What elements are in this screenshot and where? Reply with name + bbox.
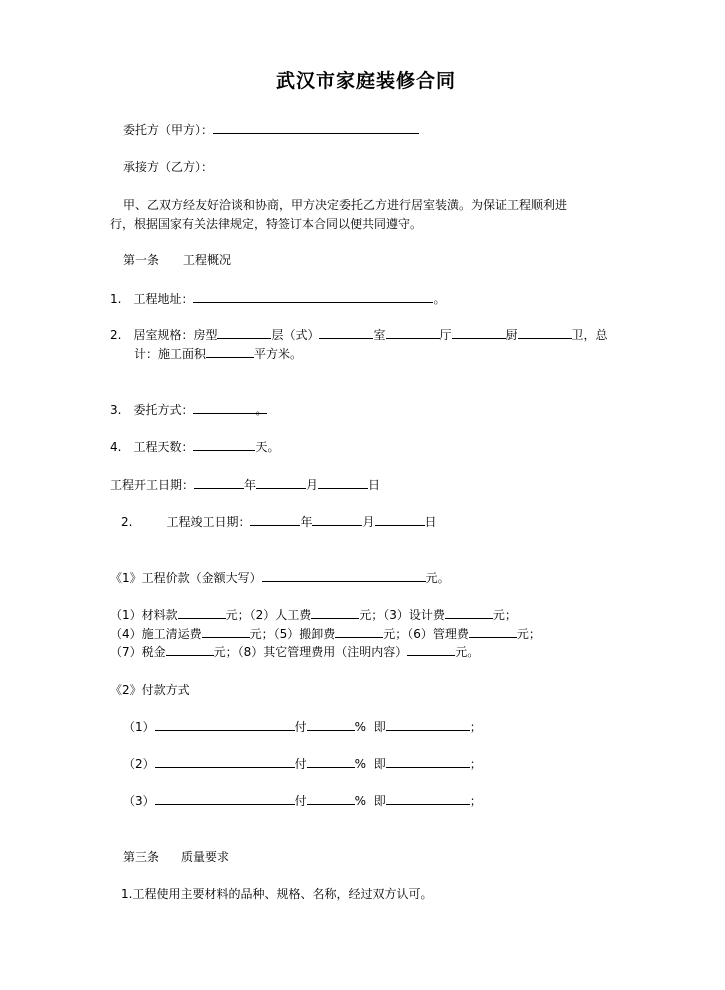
- start-date-line: [110, 476, 380, 493]
- fee-materials-label: （1）材料款: [110, 608, 178, 622]
- price-line: [110, 569, 450, 586]
- payment-row-end: ；: [469, 794, 482, 808]
- payment-row-3: [123, 792, 482, 809]
- fee-management-label: 元；（6）管理费: [383, 627, 469, 641]
- quality-item-1: 1.工程使用主要材料的品种、规格、名称，经过双方认可。: [121, 887, 433, 901]
- payment-row-number: （3）: [123, 794, 155, 808]
- start-day-unit: 日: [368, 478, 381, 492]
- start-month-unit: 月: [306, 478, 319, 492]
- finish-year-unit: 年: [300, 515, 313, 529]
- payment-percent-sign: %: [354, 720, 367, 734]
- finish-month-unit: 月: [362, 515, 375, 529]
- client-line: [123, 121, 419, 138]
- spec-area-blank[interactable]: [206, 345, 254, 358]
- address-line: [110, 290, 445, 307]
- finish-year-blank[interactable]: [250, 513, 300, 526]
- payment-pay-label: 付: [294, 757, 307, 771]
- spec-blank-2[interactable]: [319, 326, 373, 339]
- article-1-heading: [123, 251, 231, 268]
- fee-other-label: 元；（8）其它管理费用（注明内容）: [213, 645, 408, 659]
- article-3-title: 质量要求: [181, 850, 230, 864]
- client-label: 委托方（甲方）：: [123, 123, 214, 137]
- spec-unit-3: 厅: [439, 328, 452, 342]
- method-blank[interactable]: [193, 401, 255, 414]
- article-1-number: 第一条: [123, 253, 160, 267]
- days-end: 天。: [255, 440, 280, 454]
- finish-date-label: 工程竣工日期：: [166, 515, 251, 529]
- intro-line-1: 甲、乙双方经友好洽谈和协商，甲方决定委托乙方进行居室装潢。为保证工程顺利进: [123, 198, 568, 212]
- payment-amount-blank[interactable]: [386, 718, 470, 731]
- days-number: 4.: [110, 440, 122, 454]
- payment-pay-label: 付: [294, 794, 307, 808]
- payment-row-end: ；: [469, 757, 482, 771]
- spec-number: 2.: [110, 328, 122, 342]
- payment-row-number: （2）: [123, 757, 155, 771]
- article-3-number: 第三条: [123, 850, 160, 864]
- start-month-blank[interactable]: [256, 476, 306, 489]
- spec-unit-5: 卫，总: [571, 328, 608, 342]
- spec-blank-3[interactable]: [386, 326, 440, 339]
- intro-line-2: 行，根据国家有关法律规定，特签订本合同以便共同遵守。: [110, 217, 423, 231]
- article-3-heading: [123, 848, 229, 865]
- finish-day-blank[interactable]: [375, 513, 425, 526]
- days-line: [110, 438, 279, 455]
- article-1-title: 工程概况: [183, 253, 232, 267]
- payment-amount-blank[interactable]: [386, 792, 470, 805]
- spec-unit-2: 室: [373, 328, 386, 342]
- fee-moving-label: 元；（5）搬卸费: [249, 627, 336, 641]
- spec-line-1: [110, 326, 608, 343]
- payment-row-2: [123, 755, 482, 772]
- spec-area-label: 计：施工面积: [134, 347, 207, 361]
- payment-row-number: （1）: [123, 720, 155, 734]
- method-line: [110, 401, 267, 418]
- address-end: 。: [433, 292, 446, 306]
- spec-blank-1[interactable]: [217, 326, 271, 339]
- address-label: 工程地址：: [133, 292, 194, 306]
- payment-amount-label: 即: [373, 720, 386, 734]
- payment-percent-sign: %: [354, 794, 367, 808]
- spec-label: 居室规格：房型: [133, 328, 218, 342]
- contractor-label: 承接方（乙方）：: [123, 160, 214, 174]
- fee-labor-blank[interactable]: [311, 606, 359, 619]
- days-blank[interactable]: [193, 438, 255, 451]
- fee-moving-blank[interactable]: [335, 625, 383, 638]
- payment-stage-blank[interactable]: [155, 755, 295, 768]
- start-day-blank[interactable]: [318, 476, 368, 489]
- days-label: 工程天数：: [133, 440, 194, 454]
- payment-pay-label: 付: [294, 720, 307, 734]
- address-blank[interactable]: [193, 290, 433, 303]
- fees-row-3-end: 元。: [455, 645, 480, 659]
- payment-percent-blank[interactable]: [307, 718, 355, 731]
- fees-row-2: [110, 625, 541, 642]
- payment-amount-blank[interactable]: [386, 755, 470, 768]
- payment-percent-blank[interactable]: [307, 755, 355, 768]
- fee-other-blank[interactable]: [407, 643, 455, 656]
- page-title: 武汉市家庭装修合同: [276, 70, 457, 92]
- method-number: 3.: [110, 403, 122, 417]
- payment-stage-blank[interactable]: [155, 718, 295, 731]
- spec-line-2: [134, 345, 302, 362]
- payment-row-end: ；: [469, 720, 482, 734]
- payment-percent-blank[interactable]: [307, 792, 355, 805]
- finish-day-unit: 日: [424, 515, 437, 529]
- spec-blank-4[interactable]: [452, 326, 506, 339]
- fees-row-3: [110, 643, 479, 660]
- fee-management-blank[interactable]: [469, 625, 517, 638]
- fees-row-1-end: 元；: [492, 608, 517, 622]
- finish-number: 2.: [121, 515, 133, 529]
- client-blank[interactable]: [213, 121, 419, 134]
- payment-amount-label: 即: [373, 794, 386, 808]
- spec-unit-4: 厨: [505, 328, 518, 342]
- fee-labor-label: 元；（2）人工费: [225, 608, 312, 622]
- fee-cleanup-label: （4）施工清运费: [110, 627, 202, 641]
- fee-tax-label: （7）税金: [110, 645, 166, 659]
- address-number: 1.: [110, 292, 122, 306]
- start-year-blank[interactable]: [194, 476, 244, 489]
- fees-row-2-end: 元；: [516, 627, 541, 641]
- start-date-label: 工程开工日期：: [110, 478, 195, 492]
- fee-tax-blank[interactable]: [166, 643, 214, 656]
- payment-heading: 《2》付款方式: [110, 683, 190, 697]
- price-label: 《1》工程价款（金额大写）: [110, 571, 262, 585]
- payment-percent-sign: %: [354, 757, 367, 771]
- price-end: 元。: [425, 571, 450, 585]
- payment-row-1: [123, 718, 482, 735]
- spec-area-end: 平方米。: [254, 347, 303, 361]
- payment-amount-label: 即: [373, 757, 386, 771]
- fee-design-blank[interactable]: [445, 606, 493, 619]
- start-year-unit: 年: [244, 478, 257, 492]
- spec-unit-1: 层（式）: [271, 328, 320, 342]
- payment-stage-blank[interactable]: [155, 792, 295, 805]
- fees-row-1: [110, 606, 517, 623]
- finish-month-blank[interactable]: [312, 513, 362, 526]
- spec-blank-5[interactable]: [518, 326, 572, 339]
- method-end: 。: [255, 403, 268, 417]
- fee-cleanup-blank[interactable]: [202, 625, 250, 638]
- price-blank[interactable]: [262, 569, 426, 582]
- finish-date-line: [121, 513, 437, 530]
- fee-design-label: 元；（3）设计费: [359, 608, 445, 622]
- fee-materials-blank[interactable]: [178, 606, 226, 619]
- method-label: 委托方式：: [133, 403, 194, 417]
